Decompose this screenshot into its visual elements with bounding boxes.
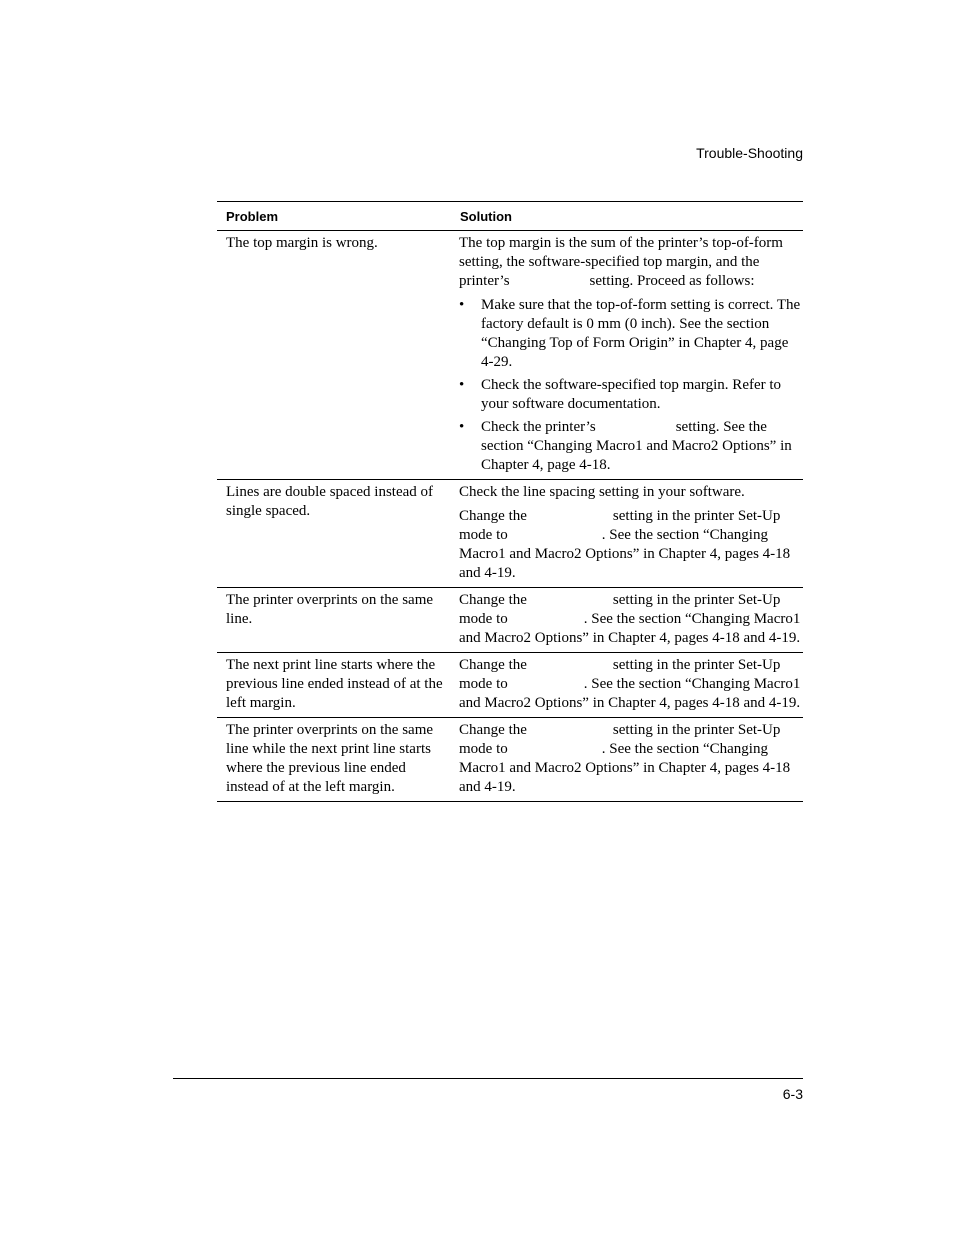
solution-text: Change the <box>459 657 527 673</box>
solution-text: . See the section “Changing Macro1 and Macro2 Options” in Chapter 4, pages 4-18 and 4-19. <box>459 676 801 711</box>
solution-text: . See the section “Changing Macro1 and Macro2 Options” in Chapter 4, pages 4-18 and 4-19. <box>459 611 801 646</box>
step-text: Make sure that the top-of-form setting is correct. The factory default is 0 mm (0 inch). See the section “Changing Top of Form Origin” in Chapter 4, page 4-29. <box>481 297 801 370</box>
solution-cell <box>451 653 803 718</box>
list-item <box>459 418 801 475</box>
column-header-solution: Solution <box>451 202 803 231</box>
table-header-row <box>217 202 803 231</box>
solution-text: setting in the printer Set-Up mode to <box>459 722 781 757</box>
solution-cell <box>451 588 803 653</box>
step-text: Check the printer’s <box>481 419 596 435</box>
bullet-icon: • <box>459 297 465 313</box>
solution-text: setting. Proceed as follows: <box>589 273 755 289</box>
table-row <box>217 231 803 480</box>
problem-cell: The next print line starts where the previous line ended instead of at the left margin. <box>217 653 451 718</box>
list-item <box>459 376 801 414</box>
solution-paragraph: Check the line spacing setting in your software. <box>459 484 745 500</box>
solution-paragraph <box>459 721 801 797</box>
solution-text: . See the section “Changing Macro1 and Macro2 Options” in Chapter 4, pages 4-18 and 4-19. <box>459 527 791 581</box>
solution-text: Change the <box>459 722 527 738</box>
footer-rule <box>173 1078 803 1079</box>
solution-steps <box>459 296 801 475</box>
solution-text: Change the <box>459 592 527 608</box>
solution-paragraph <box>459 656 801 713</box>
solution-text: setting in the printer Set-Up mode to <box>459 508 781 543</box>
trouble-shooting-table <box>217 201 803 802</box>
solution-text: Change the <box>459 508 527 524</box>
solution-text: . See the section “Changing Macro1 and Macro2 Options” in Chapter 4, pages 4-18 and 4-19. <box>459 741 791 795</box>
solution-text: setting in the printer Set-Up mode to <box>459 592 781 627</box>
step-text: setting. See the section “Changing Macro1 and Macro2 Options” in Chapter 4, page 4-18. <box>481 419 792 473</box>
solution-cell <box>451 231 803 480</box>
problem-cell: The top margin is wrong. <box>217 231 451 480</box>
column-header-problem: Problem <box>217 202 451 231</box>
problem-cell: Lines are double spaced instead of single spaced. <box>217 480 451 588</box>
solution-text: The top margin is the sum of the printer’s top-of-form setting, the software-specified top margin, and the printer’s <box>459 235 783 289</box>
solution-paragraph <box>459 591 801 648</box>
solution-text: setting in the printer Set-Up mode to <box>459 657 781 692</box>
list-item <box>459 296 801 372</box>
problem-cell: The printer overprints on the same line. <box>217 588 451 653</box>
step-text: Check the software-specified top margin. Refer to your software documentation. <box>481 377 782 412</box>
bullet-icon: • <box>459 419 465 435</box>
solution-paragraph <box>459 507 801 583</box>
solution-cell <box>451 718 803 802</box>
table-row <box>217 480 803 588</box>
solution-paragraph <box>459 234 801 291</box>
problem-cell: The printer overprints on the same line while the next print line starts where the previous line ended instead of at the left margin. <box>217 718 451 802</box>
table-row <box>217 588 803 653</box>
table-row <box>217 653 803 718</box>
table-row <box>217 718 803 802</box>
running-head: Trouble-Shooting <box>696 145 803 161</box>
solution-cell <box>451 480 803 588</box>
bullet-icon: • <box>459 377 465 393</box>
page-number: 6-3 <box>782 1086 803 1102</box>
